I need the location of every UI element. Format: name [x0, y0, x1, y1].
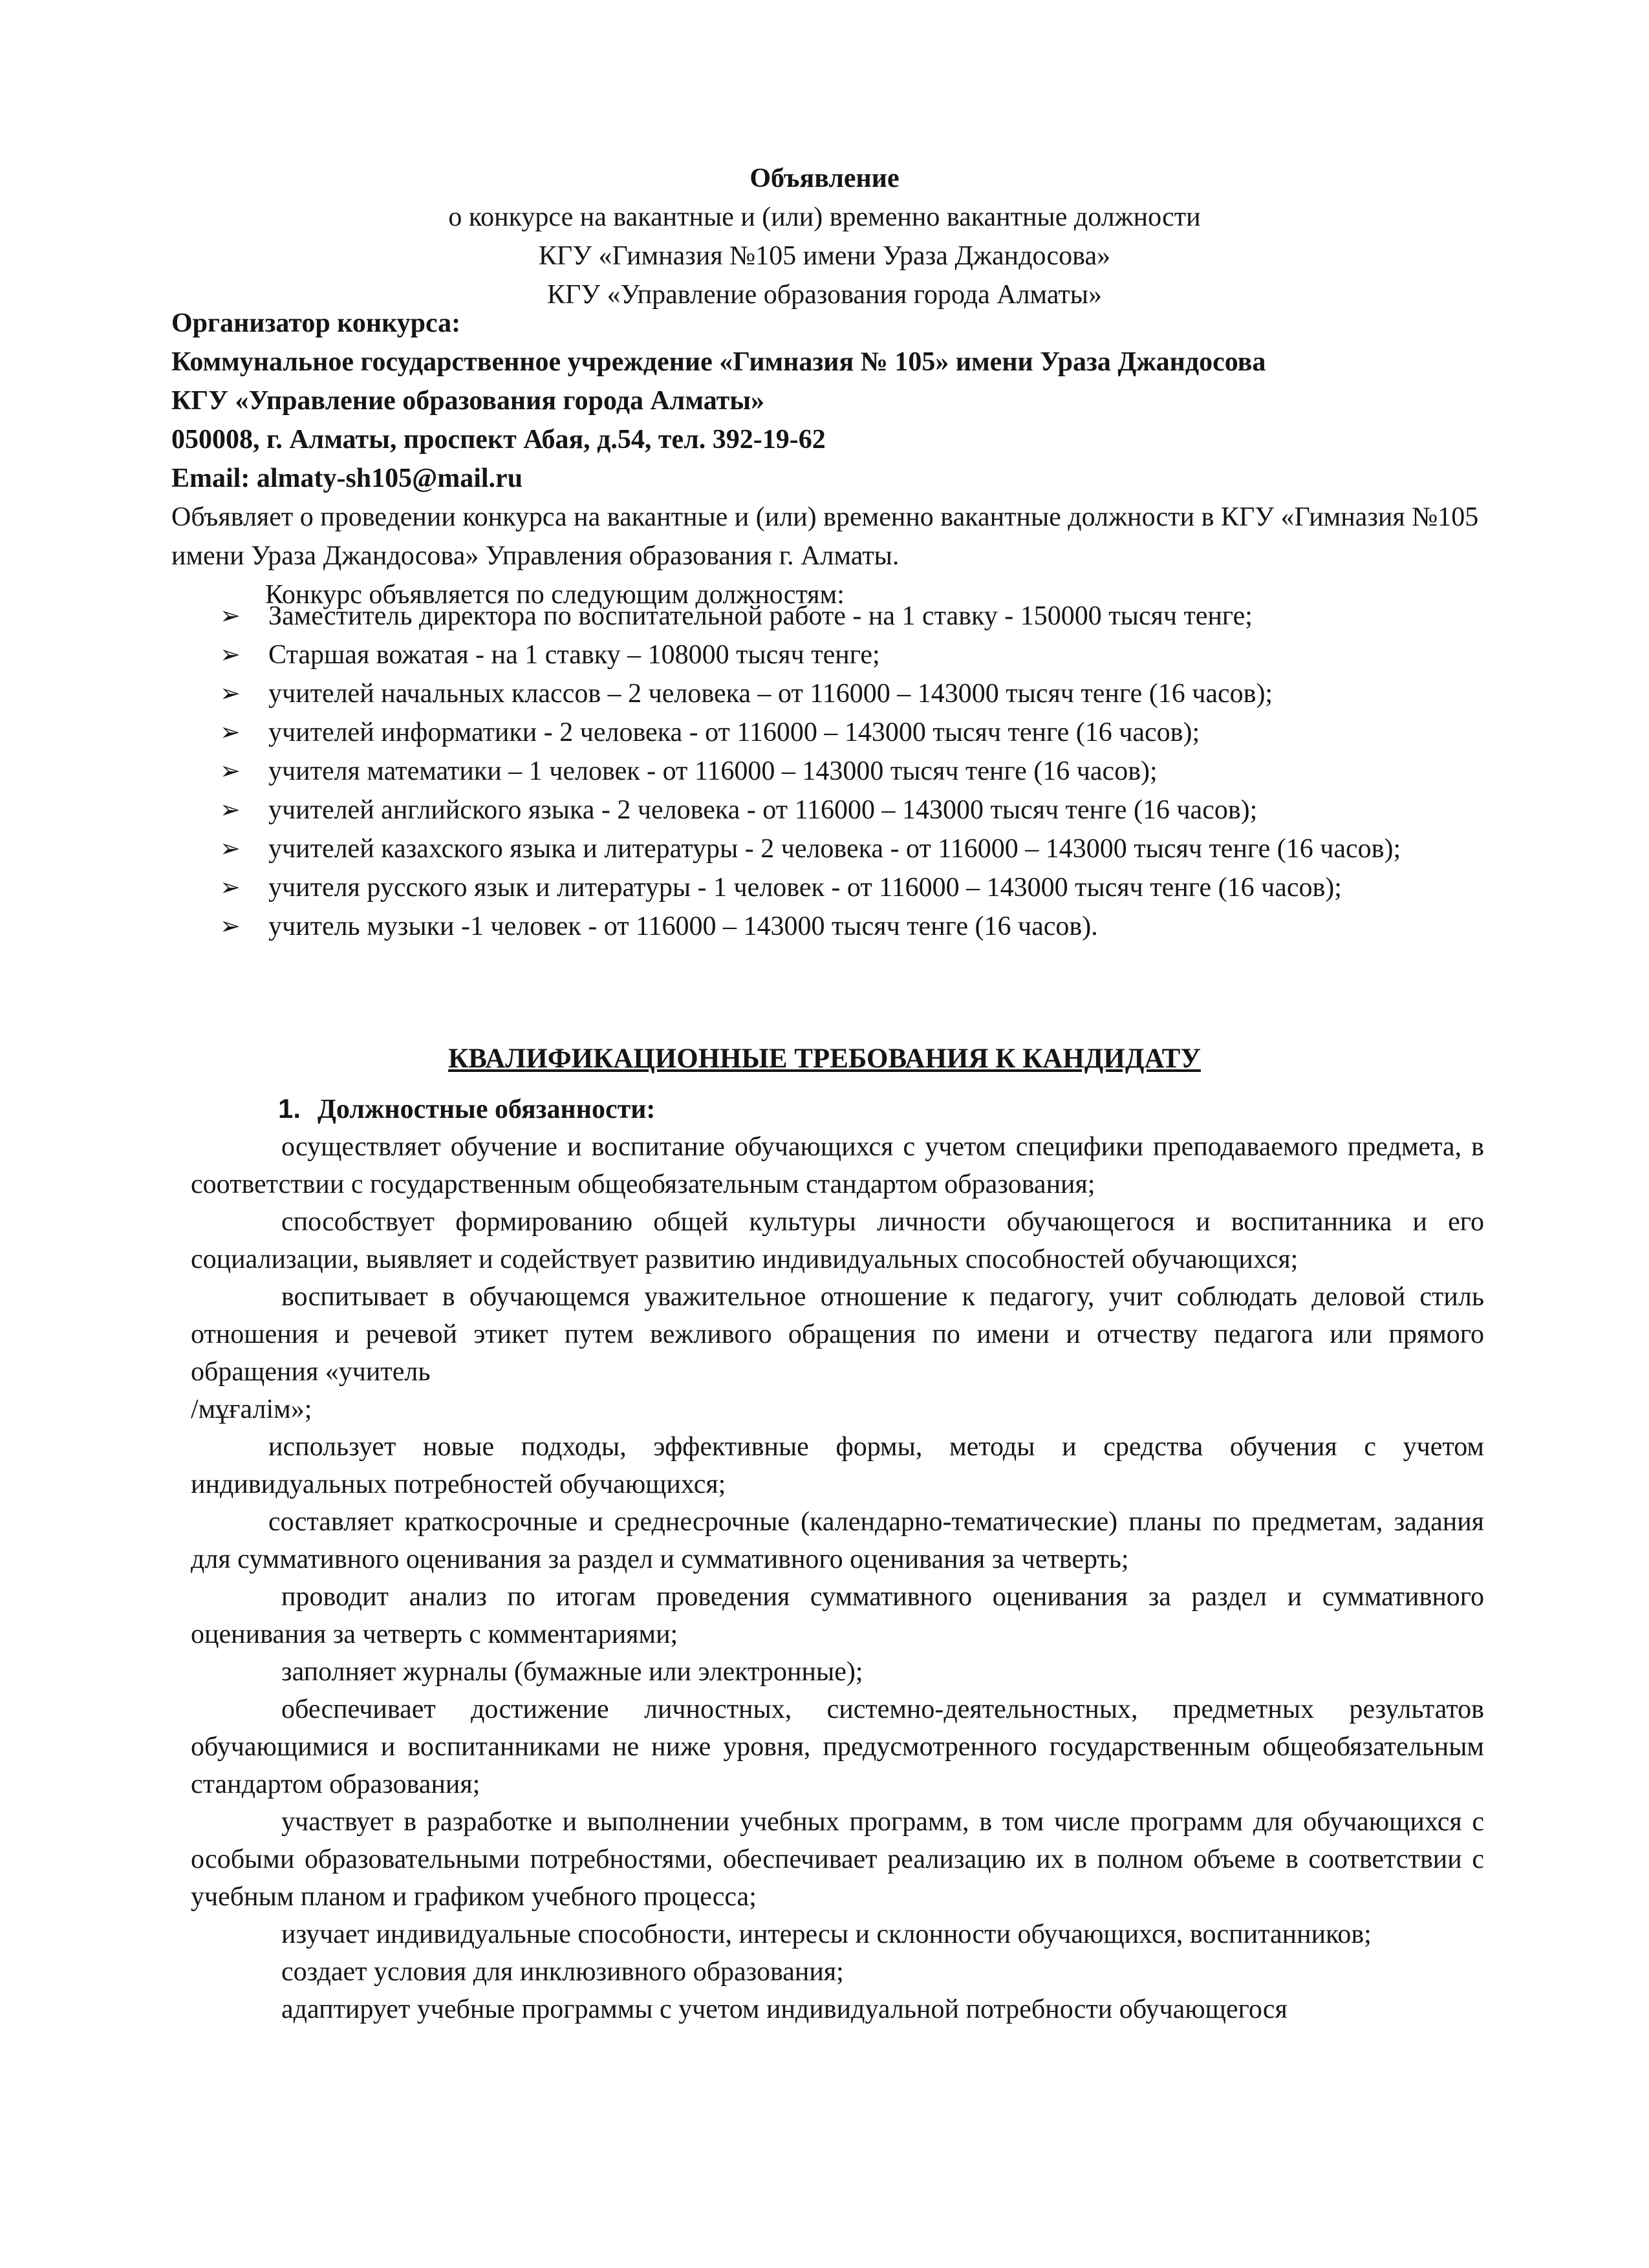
duty-paragraph: обеспечивает достижение личностных, системно-деятельностных, предметных результатов обучающимися и воспитанниками не ниже уровня, предусмотренного государственным общеобязательным стандартом образования; — [191, 1695, 1484, 1799]
arrow-bullet-icon: ➢ — [220, 874, 241, 901]
title-block — [0, 159, 1649, 314]
duty-paragraph: заполняет журналы (бумажные или электронные); — [281, 1657, 863, 1687]
positions-intro: Конкурс объявляется по следующим должностям: — [265, 580, 845, 610]
list-item: ➢ Старшая вожатая - на 1 ставку – 108000 тысяч тенге; — [220, 636, 1500, 674]
organizer-name: Коммунальное государственное учреждение «Гимназия № 105» имени Ураза Джандосова — [171, 347, 1266, 377]
list-item: ➢ учителей английского языка - 2 человека - от 116000 – 143000 тысяч тенге (16 часов); — [220, 791, 1500, 829]
positions-list — [220, 597, 1500, 946]
arrow-bullet-icon: ➢ — [220, 758, 241, 785]
list-item: ➢ учителей начальных классов – 2 человека – от 116000 – 143000 тысяч тенге (16 часов); — [220, 674, 1500, 713]
list-item: ➢ учителей информатики - 2 человека - от 116000 – 143000 тысяч тенге (16 часов); — [220, 713, 1500, 752]
list-item: ➢ учитель музыки -1 человек - от 116000 – 143000 тысяч тенге (16 часов). — [220, 907, 1500, 946]
section-title: Должностные обязанности: — [318, 1095, 656, 1124]
arrow-bullet-icon: ➢ — [220, 797, 241, 824]
announcement-text: Объявляет о проведении конкурса на вакантные и (или) временно вакантные должности в КГУ «Гимназия №105 имени Ураза Джандосова» Управления образования г. Алматы. — [171, 502, 1479, 571]
duty-paragraph: адаптирует учебные программы с учетом индивидуальной потребности обучающегося — [281, 1995, 1288, 2024]
duty-paragraph: изучает индивидуальные способности, интересы и склонности обучающихся, воспитанников; — [281, 1920, 1372, 1949]
duty-paragraph: составляет краткосрочные и среднесрочные (календарно-тематические) планы по предметам, задания для суммативного оценивания за раздел и суммативного оценивания за четверть; — [191, 1507, 1484, 1574]
duty-paragraph: использует новые подходы, эффективные формы, методы и средства обучения с учетом индивидуальных потребностей обучающихся; — [191, 1432, 1484, 1499]
arrow-bullet-icon: ➢ — [220, 913, 241, 940]
organizer-email: Email: almaty-sh105@mail.ru — [171, 464, 523, 493]
organizer-block — [171, 304, 1516, 614]
title-line-2: КГУ «Гимназия №105 имени Ураза Джандосова» — [538, 241, 1111, 271]
duties-list — [191, 1128, 1484, 2028]
duty-paragraph: осуществляет обучение и воспитание обучающихся с учетом специфики преподаваемого предмета, в соответствии с государственным общеобязательным стандартом образования; — [191, 1132, 1484, 1199]
title-line-3: КГУ «Управление образования города Алматы» — [547, 280, 1102, 310]
document-title: Объявление — [749, 164, 900, 193]
section-heading — [278, 1089, 655, 1129]
arrow-bullet-icon: ➢ — [220, 603, 241, 630]
arrow-bullet-icon: ➢ — [220, 719, 241, 746]
organizer-parent: КГУ «Управление образования города Алматы» — [171, 386, 765, 416]
organizer-address: 050008, г. Алматы, проспект Абая, д.54, тел. 392-19-62 — [171, 425, 826, 455]
requirements-heading: КВАЛИФИКАЦИОННЫЕ ТРЕБОВАНИЯ К КАНДИДАТУ — [448, 1043, 1201, 1074]
duty-paragraph: способствует формированию общей культуры личности обучающегося и воспитанника и его социализации, выявляет и содействует развитию индивидуальных способностей обучающихся; — [191, 1207, 1484, 1274]
arrow-bullet-icon: ➢ — [220, 641, 241, 669]
duty-paragraph: воспитывает в обучающемся уважительное отношение к педагогу, учит соблюдать деловой стиль отношения и речевой этикет путем вежливого обращения по имени и отчеству педагога или прямого обращения «учитель — [191, 1282, 1484, 1387]
section-number: 1. — [278, 1093, 301, 1124]
list-item: ➢ учителя математики – 1 человек - от 116000 – 143000 тысяч тенге (16 часов); — [220, 752, 1500, 791]
duty-paragraph: участвует в разработке и выполнении учебных программ, в том числе программ для обучающихся с особыми образовательными потребностями, обеспечивает реализацию их в полном объеме в соответствии с учебным планом и графиком учебного процесса; — [191, 1807, 1484, 1912]
duty-paragraph: создает условия для инклюзивного образования; — [281, 1957, 844, 1987]
organizer-label: Организатор конкурса: — [171, 308, 461, 338]
arrow-bullet-icon: ➢ — [220, 680, 241, 707]
duty-paragraph: проводит анализ по итогам проведения суммативного оценивания за раздел и суммативного оценивания за четверть с комментариями; — [191, 1582, 1484, 1649]
title-line-1: о конкурсе на вакантные и (или) временно вакантные должности — [448, 202, 1201, 232]
list-item: ➢ учителей казахского языка и литературы - 2 человека - от 116000 – 143000 тысяч тенге (16 часов); — [220, 829, 1500, 868]
arrow-bullet-icon: ➢ — [220, 835, 241, 862]
duty-paragraph: /мұғалім»; — [191, 1395, 312, 1424]
list-item: ➢ Заместитель директора по воспитательной работе - на 1 ставку - 150000 тысяч тенге; — [220, 597, 1500, 636]
list-item: ➢ учителя русского язык и литературы - 1 человек - от 116000 – 143000 тысяч тенге (16 часов); — [220, 868, 1500, 907]
